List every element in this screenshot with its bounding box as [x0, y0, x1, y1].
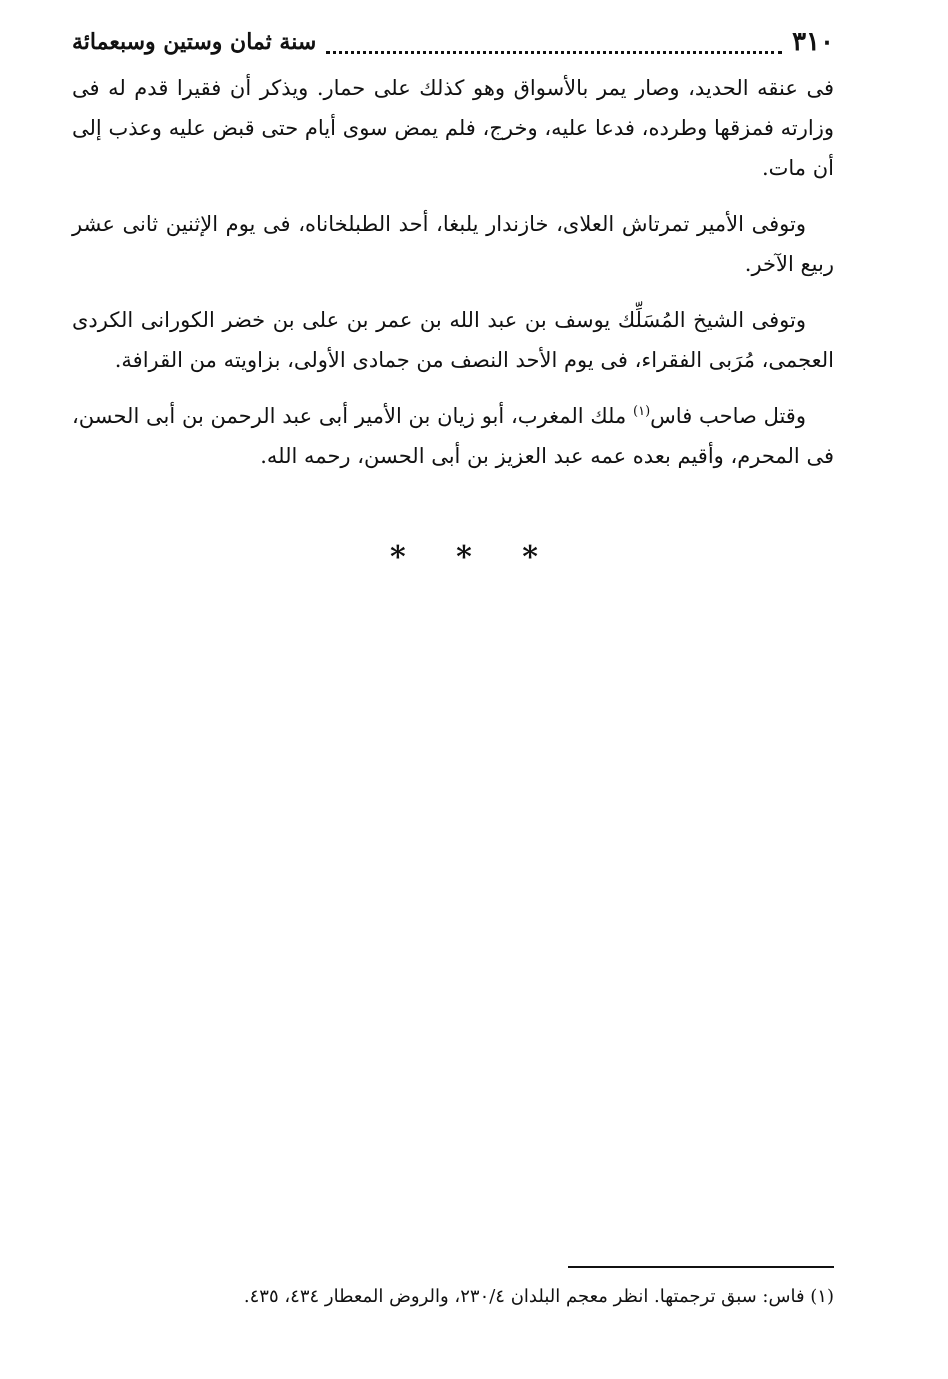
paragraph-1: فى عنقه الحديد، وصار يمر بالأسواق وهو كذلك على حمار. ويذكر أن فقيرا قدم له فى وزارته فمزقها وطرده، فدعا عليه، وخرج، فلم يمض سوى أيام حتى قبض عليه وعذب إلى أن مات.: [72, 76, 834, 180]
paragraph-4: [72, 396, 834, 476]
running-title: سنة ثمان وستين وسبعمائة: [72, 29, 317, 55]
footnote: (١) فاس: سبق ترجمتها. انظر معجم البلدان ٢٣٠/٤، والروض المعطار ٤٣٤، ٤٣٥.: [243, 1286, 834, 1307]
section-separator: * * *: [390, 540, 558, 575]
paragraph-3: وتوفى الشيخ المُسَلِّك يوسف بن عبد الله بن عمر بن على بن خضر الكورانى الكردى العجمى، مُرَبى الفقراء، فى يوم الأحد النصف من جمادى الأولى، بزاويته من القرافة.: [72, 308, 834, 372]
page-header: [72, 22, 834, 62]
header-dot-leader: [326, 43, 782, 54]
paragraph-2: وتوفى الأمير تمرتاش العلاى، خازندار يلبغا، أحد الطبلخاناه، فى يوم الإثنين ثانى عشر ربيع الآخر.: [72, 212, 834, 276]
page-number: ٣١٠: [792, 27, 834, 57]
paragraph-4-text-after: ملك المغرب، أبو زيان بن الأمير أبى عبد الرحمن بن أبى الحسن، فى المحرم، وأقيم بعده عمه عبد العزيز بن أبى الحسن، رحمه الله.: [72, 404, 834, 468]
paragraph-4-text-before: وقتل صاحب فاس: [650, 404, 806, 428]
footnote-reference[interactable]: (١): [633, 404, 651, 419]
footnote-rule: [568, 1266, 834, 1268]
body-text: [72, 68, 834, 492]
